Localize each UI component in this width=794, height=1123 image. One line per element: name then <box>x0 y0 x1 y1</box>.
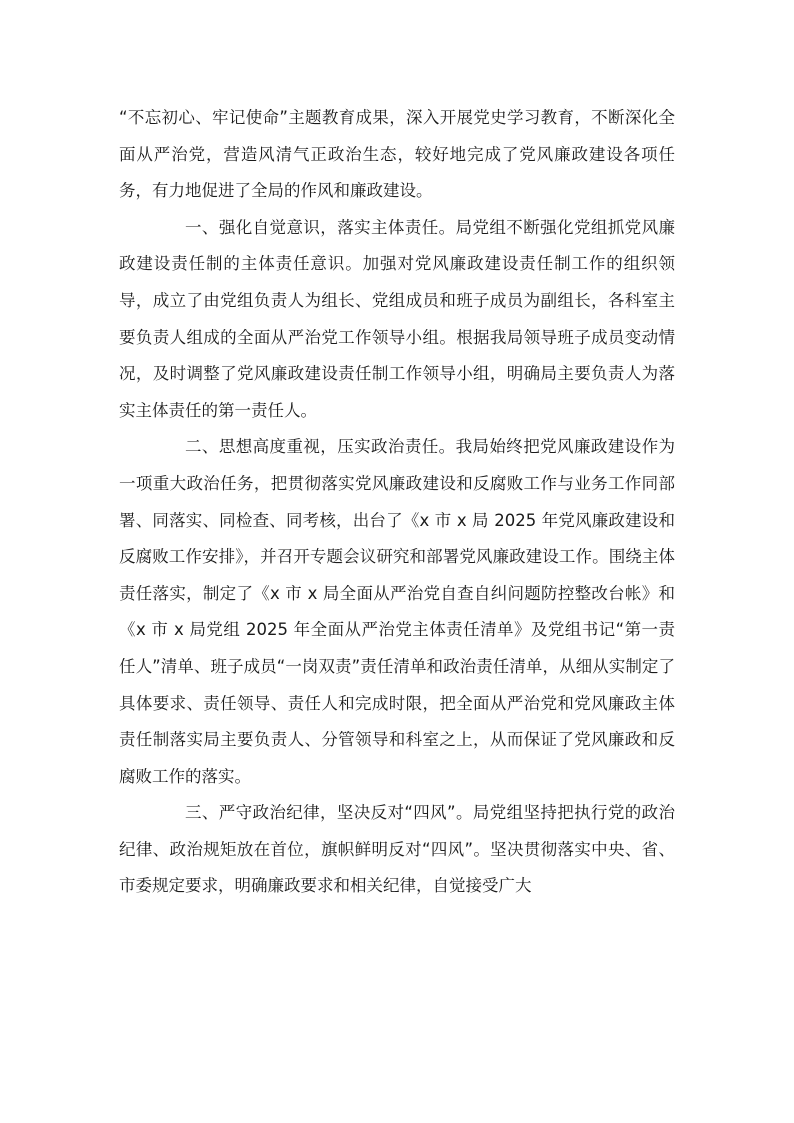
paragraph-section-1: 一、强化自觉意识，落实主体责任。局党组不断强化党组抓党风廉政建设责任制的主体责任意识。加强对党风廉政建设责任制工作的组织领导，成立了由党组负责人为组长、党组成员和班子成员为副组长，各科室主要负责人组成的全面从严治党工作领导小组。根据我局领导班子成员变动情况，及时调整了党风廉政建设责任制工作领导小组，明确局主要负责人为落实主体责任的第一责任人。 <box>119 217 675 420</box>
paragraph-intro: “不忘初心、牢记使命”主题教育成果，深入开展党史学习教育，不断深化全面从严治党，营造风清气正政治生态，较好地完成了党风廉政建设各项任务，有力地促进了全局的作风和廉政建设。 <box>119 108 675 201</box>
document-body <box>119 100 675 905</box>
paragraph-section-2: 二、思想高度重视，压实政治责任。我局始终把党风廉政建设作为一项重大政治任务，把贯彻落实党风廉政建设和反腐败工作与业务工作同部署、同落实、同检查、同考核，出台了《x 市 x 局 2025 年党风廉政建设和反腐败工作安排》，并召开专题会议研究和部署党风廉政建设工作。围绕主体责任落实，制定了《x 市 x 局全面从严治党自查自纠问题防控整改台帐》和《x 市 x 局党组 2025 年全面从严治党主体责任清单》及党组书记“第一责任人”清单、班子成员“一岗双责”责任清单和政治责任清单，从细从实制定了具体要求、责任领导、责任人和完成时限，把全面从严治党和党风廉政主体责任制落实局主要负责人、分管领导和科室之上，从而保证了党风廉政和反腐败工作的落实。 <box>119 437 675 786</box>
paragraph-section-3: 三、严守政治纪律，坚决反对“四风”。局党组坚持把执行党的政治纪律、政治规矩放在首位，旗帜鲜明反对“四风”。坚决贯彻落实中央、省、市委规定要求，明确廉政要求和相关纪律，自觉接受广大 <box>119 803 675 896</box>
